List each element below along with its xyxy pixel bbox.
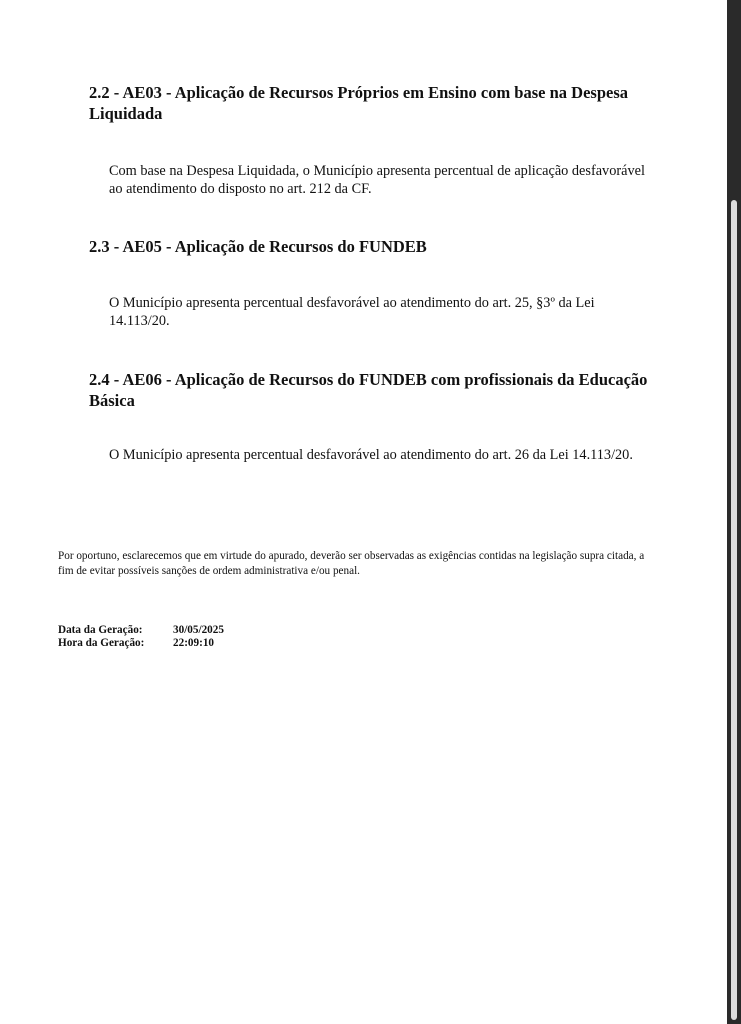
section-heading: 2.3 - AE05 - Aplicação de Recursos do FUNDEB: [89, 237, 427, 256]
generation-date-label: Data da Geração:: [58, 624, 143, 636]
generation-time-value: 22:09:10: [173, 637, 215, 649]
section-2-3: [89, 236, 669, 257]
generation-time-label: Hora da Geração:: [58, 637, 145, 649]
section-2-4: [89, 369, 669, 411]
section-heading: 2.4 - AE06 - Aplicação de Recursos do FUNDEB com profissionais da Educação Básica: [89, 370, 648, 410]
scrollbar-thumb[interactable]: [731, 200, 737, 1020]
section-body: Com base na Despesa Liquidada, o Município apresenta percentual de aplicação desfavorável ao atendimento do disposto no art. 212 da CF.: [109, 163, 645, 197]
section-body: O Município apresenta percentual desfavorável ao atendimento do art. 25, §3º da Lei 14.113/20.: [109, 295, 595, 329]
section-body: O Município apresenta percentual desfavorável ao atendimento do art. 26 da Lei 14.113/20.: [109, 447, 633, 463]
section-2-2: [89, 82, 669, 124]
section-heading: 2.2 - AE03 - Aplicação de Recursos Próprios em Ensino com base na Despesa Liquidada: [89, 83, 628, 123]
generation-date-value: 30/05/2025: [173, 624, 224, 636]
closing-note: Por oportuno, esclarecemos que em virtude do apurado, deverão ser observadas as exigências contidas na legislação supra citada, a fim de evitar possíveis sanções de ordem administrativa e/ou penal.: [58, 550, 645, 577]
